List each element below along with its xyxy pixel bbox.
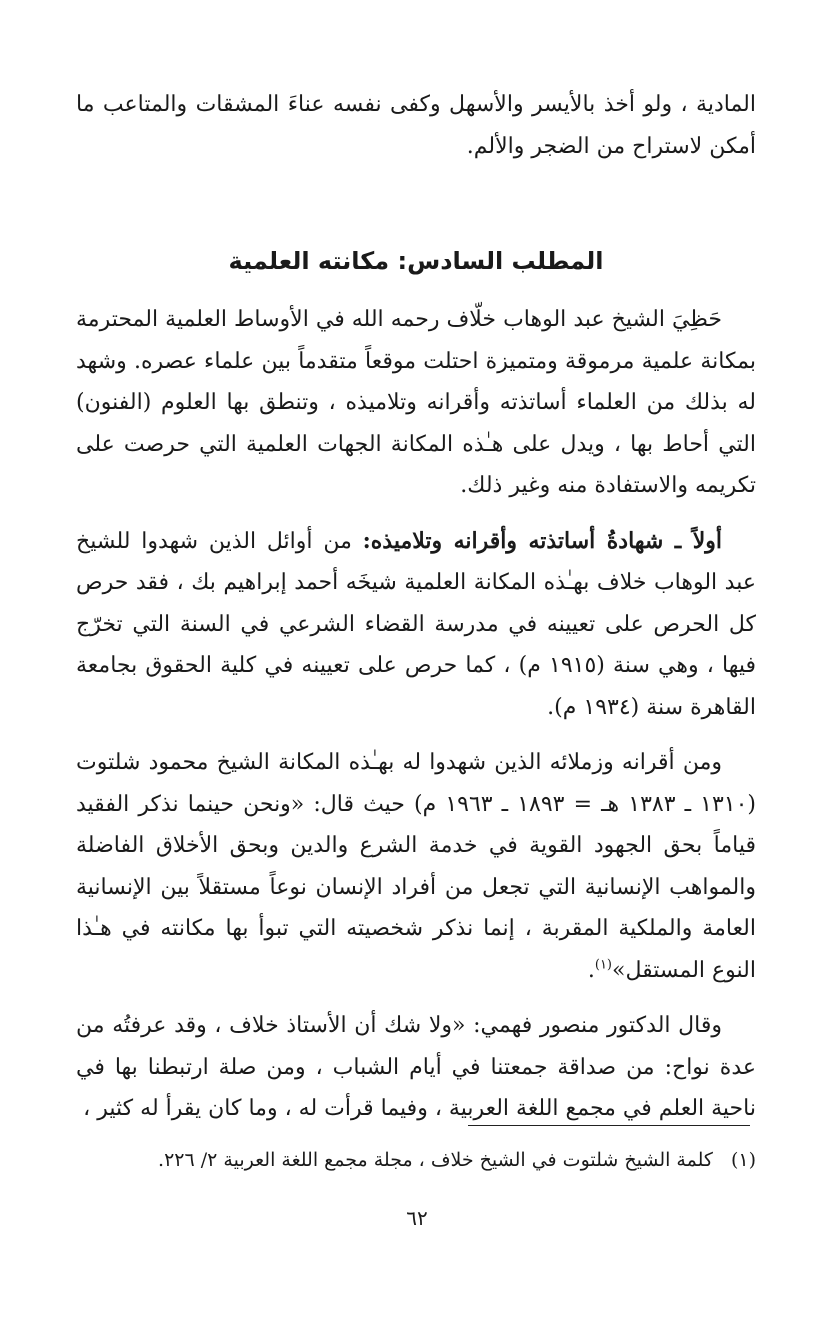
- intro-paragraph: المادية ، ولو أخذ بالأيسر والأسهل وكفى نفسه عناءَ المشقات والمتاعب ما أمكن لاستراح من الضجر والألم.: [76, 92, 756, 159]
- footnote-text: كلمة الشيخ شلتوت في الشيخ خلاف ، مجلة مجمع اللغة العربية ٢/ ٢٢٦.: [158, 1149, 713, 1171]
- shaltut-end: .: [587, 957, 595, 983]
- footnote-reference: (١): [594, 957, 612, 973]
- paragraph-shaltut: [76, 742, 756, 991]
- shaltut-text: ومن أقرانه وزملائه الذين شهدوا له بهـٰذه المكانة الشيخ محمود شلتوت (١٣١٠ ـ ١٣٨٣ هـ = ١٨٩٣ ـ ١٩٦٣ م) حيث قال: «ونحن حينما نذكر الفقيد قياماً بحق الجهود القوية في خدمة الشرع والدين وبحق الأخلاق الفاضلة والمواهب الإنسانية التي تجعل من أفراد الإنسان نوعاً مستقلاً بين الإنسانية العامة والملكية المقربة ، إنما نذكر شخصيته التي تبوأ بها مكانته في هـٰذا النوع المستقل»: [76, 750, 757, 983]
- footnote-number: (١): [730, 1149, 756, 1171]
- testimonies-body: من أوائل الذين شهدوا للشيخ عبد الوهاب خلاف بهـٰذه المكانة العلمية شيخَه أحمد إبراهيم بك ، فقد حرص كل الحرص على تعيينه في مدرسة القضاء الشرعي في السنة التي تخرّج فيها ، وهي سنة (١٩١٥ م) ، كما حرص على تعيينه في كلية الحقوق بجامعة القاهرة سنة (١٩٣٤ م).: [76, 528, 756, 720]
- paragraph-fahmi: وقال الدكتور منصور فهمي: «ولا شك أن الأستاذ خلاف ، وقد عرفتُه من عدة نواح: من صداقة جمعتنا في أيام الشباب ، ومن صلة ارتبطنا بها في ناحية العلم في مجمع اللغة العربية ، وفيما قرأت له ، وما كان يقرأ له كثير ،: [76, 1013, 756, 1121]
- paragraph-standing: حَظِيَ الشيخ عبد الوهاب خلّاف رحمه الله في الأوساط العلمية المحترمة بمكانة علمية مرموقة ومتميزة احتلت موقعاً متقدماً بين علماء عصره. وشهد له بذلك من العلماء أساتذته وأقرانه وتلاميذه ، وتنطق بها العلوم (الفنون) التي أحاط بها ، ويدل على هـٰذه المكانة الجهات العلمية التي حرصت على تكريمه والاستفادة منه وغير ذلك.: [76, 307, 756, 498]
- section-heading: المطلب السادس: مكانته العلمية: [228, 247, 604, 275]
- footnote: [100, 1144, 756, 1176]
- footnote-divider: [468, 1125, 750, 1126]
- page-number: ٦٢: [406, 1206, 428, 1230]
- testimonies-lead: أولاً ـ شهادةُ أساتذته وأقرانه وتلاميذه:: [362, 527, 722, 554]
- paragraph-testimonies: [76, 521, 756, 729]
- page-body: [76, 84, 756, 1130]
